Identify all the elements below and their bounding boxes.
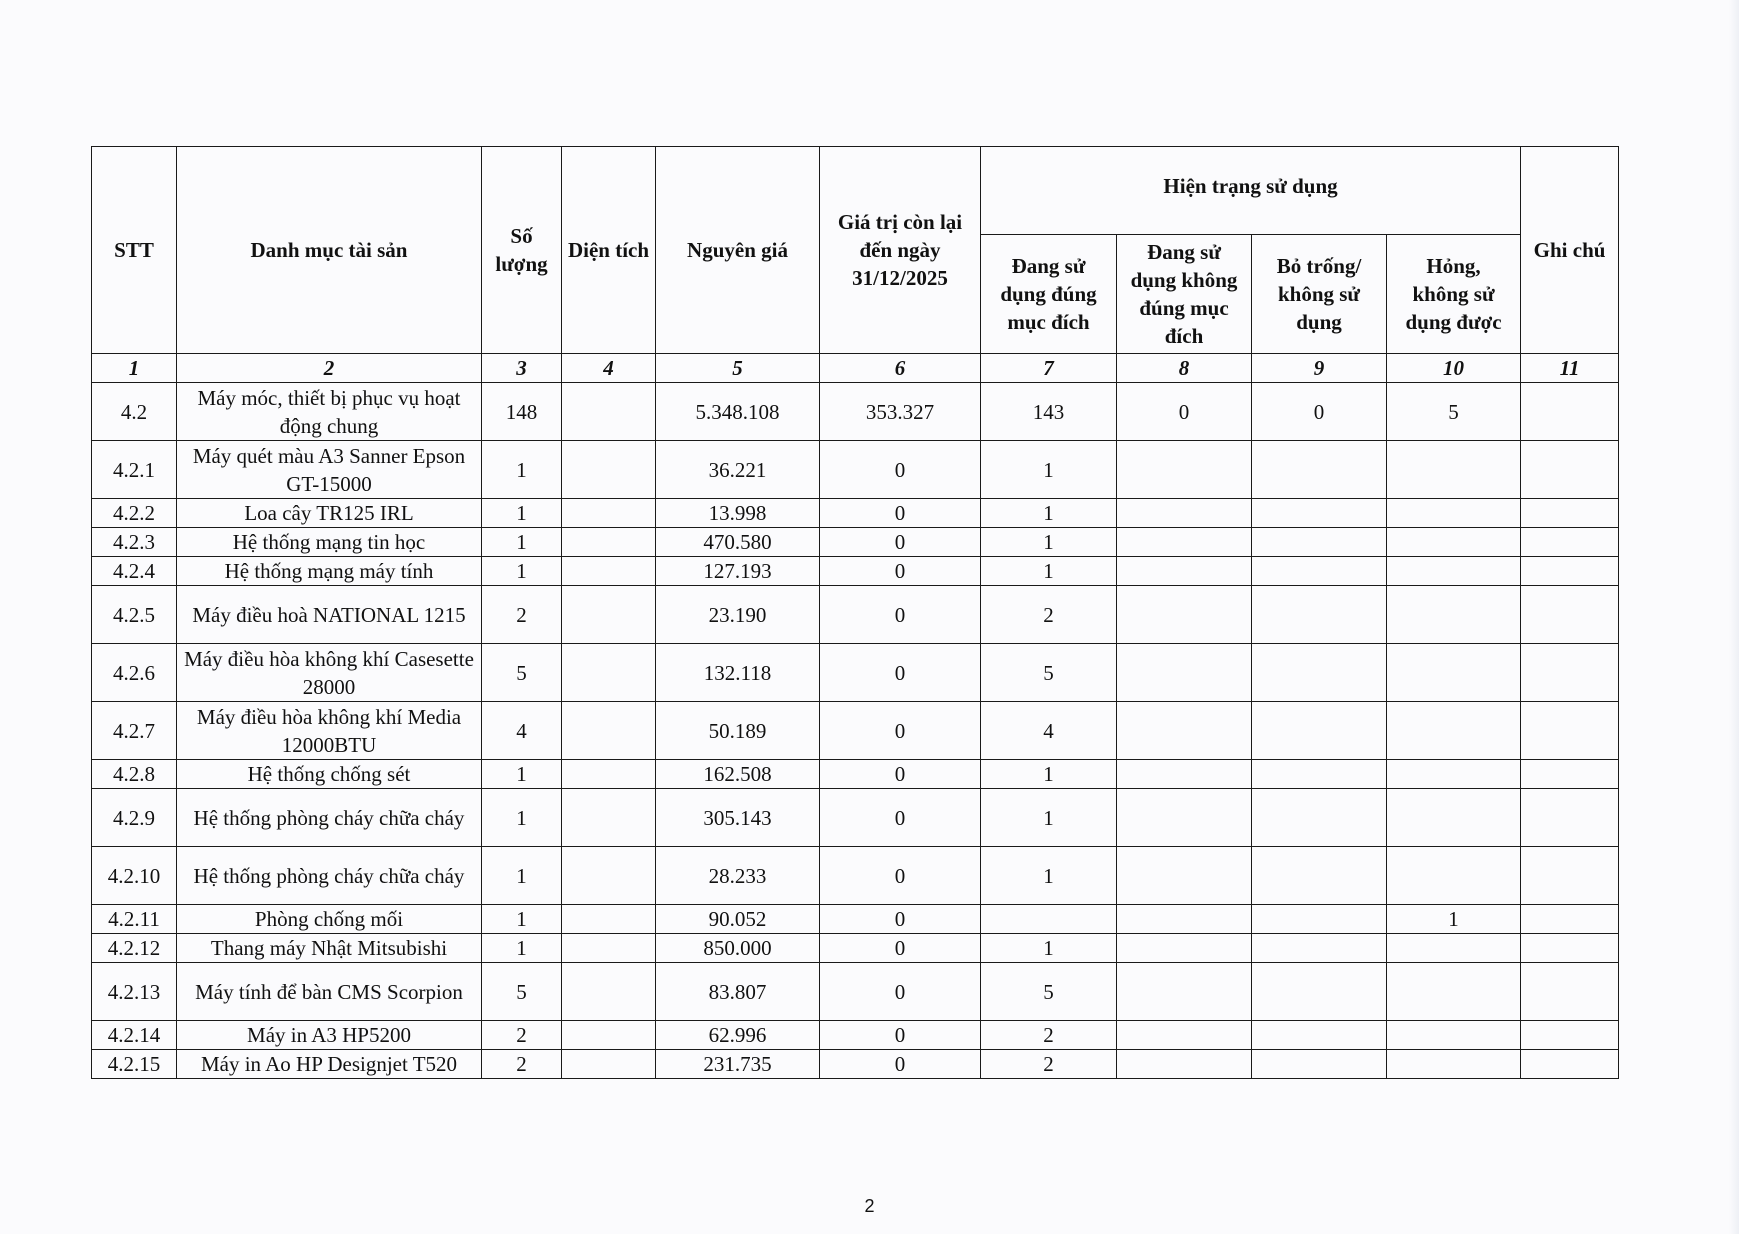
stt-cell: 4.2.9 (92, 789, 177, 847)
vacant-unused-cell (1252, 963, 1387, 1021)
asset-name-cell: Phòng chống mối (177, 905, 482, 934)
used-wrong-purpose-cell (1117, 644, 1252, 702)
used-correct-purpose-cell (981, 905, 1117, 934)
stt-cell: 4.2.8 (92, 760, 177, 789)
used-wrong-purpose-cell (1117, 847, 1252, 905)
table-row (92, 702, 1619, 760)
quantity-cell: 1 (482, 441, 562, 499)
used-wrong-purpose-cell (1117, 1021, 1252, 1050)
notes-cell (1521, 1021, 1619, 1050)
vacant-unused-cell (1252, 586, 1387, 644)
column-number: 8 (1117, 354, 1252, 383)
original-cost-cell: 36.221 (656, 441, 820, 499)
remaining-value-cell: 0 (820, 441, 981, 499)
used-wrong-purpose-cell: 0 (1117, 383, 1252, 441)
table-row (92, 499, 1619, 528)
used-wrong-purpose-cell (1117, 702, 1252, 760)
original-cost-cell: 62.996 (656, 1021, 820, 1050)
stt-cell: 4.2.3 (92, 528, 177, 557)
remaining-value-cell: 0 (820, 847, 981, 905)
vacant-unused-cell (1252, 760, 1387, 789)
notes-cell (1521, 847, 1619, 905)
broken-cell (1387, 847, 1521, 905)
column-number-row (92, 354, 1619, 383)
area-cell (562, 847, 656, 905)
table-row (92, 528, 1619, 557)
quantity-cell: 1 (482, 499, 562, 528)
column-number: 7 (981, 354, 1117, 383)
broken-cell: 1 (1387, 905, 1521, 934)
used-correct-purpose-cell: 2 (981, 1050, 1117, 1079)
original-cost-cell: 28.233 (656, 847, 820, 905)
area-cell (562, 528, 656, 557)
asset-name-cell: Thang máy Nhật Mitsubishi (177, 934, 482, 963)
table-row (92, 760, 1619, 789)
used-wrong-purpose-cell (1117, 760, 1252, 789)
quantity-cell: 1 (482, 847, 562, 905)
quantity-cell: 2 (482, 586, 562, 644)
stt-cell: 4.2.10 (92, 847, 177, 905)
header-quantity: Số lượng (482, 147, 562, 354)
asset-name-cell: Máy quét màu A3 Sanner Epson GT-15000 (177, 441, 482, 499)
remaining-value-cell: 0 (820, 1021, 981, 1050)
quantity-cell: 5 (482, 644, 562, 702)
header-remaining-value: Giá trị còn lại đến ngày 31/12/2025 (820, 147, 981, 354)
asset-name-cell: Máy điều hòa không khí Media 12000BTU (177, 702, 482, 760)
notes-cell (1521, 905, 1619, 934)
asset-name-cell: Máy in Ao HP Designjet T520 (177, 1050, 482, 1079)
used-correct-purpose-cell: 143 (981, 383, 1117, 441)
used-wrong-purpose-cell (1117, 905, 1252, 934)
original-cost-cell: 305.143 (656, 789, 820, 847)
broken-cell (1387, 963, 1521, 1021)
page-edge-shadow (1729, 0, 1739, 1234)
table-row (92, 934, 1619, 963)
broken-cell (1387, 644, 1521, 702)
vacant-unused-cell (1252, 441, 1387, 499)
asset-name-cell: Máy móc, thiết bị phục vụ hoạt động chung (177, 383, 482, 441)
remaining-value-cell: 0 (820, 528, 981, 557)
asset-name-cell: Loa cây TR125 IRL (177, 499, 482, 528)
area-cell (562, 499, 656, 528)
stt-cell: 4.2.4 (92, 557, 177, 586)
column-number: 5 (656, 354, 820, 383)
stt-cell: 4.2.13 (92, 963, 177, 1021)
page-number: 2 (864, 1196, 875, 1216)
vacant-unused-cell (1252, 934, 1387, 963)
broken-cell (1387, 760, 1521, 789)
asset-name-cell: Máy in A3 HP5200 (177, 1021, 482, 1050)
notes-cell (1521, 702, 1619, 760)
quantity-cell: 4 (482, 702, 562, 760)
table-row (92, 557, 1619, 586)
notes-cell (1521, 1050, 1619, 1079)
broken-cell (1387, 702, 1521, 760)
vacant-unused-cell (1252, 789, 1387, 847)
used-correct-purpose-cell: 4 (981, 702, 1117, 760)
quantity-cell: 2 (482, 1021, 562, 1050)
original-cost-cell: 162.508 (656, 760, 820, 789)
column-number: 6 (820, 354, 981, 383)
stt-cell: 4.2.2 (92, 499, 177, 528)
quantity-cell: 1 (482, 905, 562, 934)
asset-name-cell: Máy điều hòa không khí Casesette 28000 (177, 644, 482, 702)
original-cost-cell: 13.998 (656, 499, 820, 528)
notes-cell (1521, 789, 1619, 847)
used-correct-purpose-cell: 2 (981, 1021, 1117, 1050)
original-cost-cell: 23.190 (656, 586, 820, 644)
header-area: Diện tích (562, 147, 656, 354)
asset-name-cell: Hệ thống mạng tin học (177, 528, 482, 557)
original-cost-cell: 470.580 (656, 528, 820, 557)
notes-cell (1521, 441, 1619, 499)
used-wrong-purpose-cell (1117, 1050, 1252, 1079)
remaining-value-cell: 0 (820, 963, 981, 1021)
asset-name-cell: Hệ thống mạng máy tính (177, 557, 482, 586)
quantity-cell: 5 (482, 963, 562, 1021)
broken-cell (1387, 499, 1521, 528)
notes-cell (1521, 644, 1619, 702)
stt-cell: 4.2.15 (92, 1050, 177, 1079)
used-correct-purpose-cell: 1 (981, 760, 1117, 789)
broken-cell (1387, 441, 1521, 499)
used-correct-purpose-cell: 1 (981, 789, 1117, 847)
table-row (92, 963, 1619, 1021)
header-stt: STT (92, 147, 177, 354)
vacant-unused-cell (1252, 1050, 1387, 1079)
area-cell (562, 963, 656, 1021)
used-wrong-purpose-cell (1117, 586, 1252, 644)
used-correct-purpose-cell: 1 (981, 441, 1117, 499)
used-correct-purpose-cell: 1 (981, 934, 1117, 963)
used-correct-purpose-cell: 5 (981, 644, 1117, 702)
stt-cell: 4.2.7 (92, 702, 177, 760)
used-wrong-purpose-cell (1117, 557, 1252, 586)
used-correct-purpose-cell: 1 (981, 499, 1117, 528)
notes-cell (1521, 557, 1619, 586)
used-correct-purpose-cell: 1 (981, 557, 1117, 586)
asset-name-cell: Hệ thống phòng cháy chữa cháy (177, 847, 482, 905)
quantity-cell: 148 (482, 383, 562, 441)
area-cell (562, 760, 656, 789)
vacant-unused-cell (1252, 905, 1387, 934)
table-body (92, 383, 1619, 1079)
vacant-unused-cell (1252, 557, 1387, 586)
original-cost-cell: 50.189 (656, 702, 820, 760)
vacant-unused-cell: 0 (1252, 383, 1387, 441)
notes-cell (1521, 383, 1619, 441)
used-correct-purpose-cell: 5 (981, 963, 1117, 1021)
header-original-cost: Nguyên giá (656, 147, 820, 354)
remaining-value-cell: 0 (820, 586, 981, 644)
column-number: 3 (482, 354, 562, 383)
stt-cell: 4.2.6 (92, 644, 177, 702)
quantity-cell: 1 (482, 934, 562, 963)
original-cost-cell: 231.735 (656, 1050, 820, 1079)
remaining-value-cell: 0 (820, 760, 981, 789)
quantity-cell: 1 (482, 557, 562, 586)
remaining-value-cell: 0 (820, 557, 981, 586)
table-row (92, 847, 1619, 905)
header-broken: Hỏng, không sử dụng được (1387, 235, 1521, 354)
vacant-unused-cell (1252, 1021, 1387, 1050)
stt-cell: 4.2.14 (92, 1021, 177, 1050)
header-usage-status: Hiện trạng sử dụng (981, 147, 1521, 235)
area-cell (562, 1021, 656, 1050)
area-cell (562, 1050, 656, 1079)
area-cell (562, 702, 656, 760)
used-correct-purpose-cell: 2 (981, 586, 1117, 644)
table-row (92, 789, 1619, 847)
column-number: 2 (177, 354, 482, 383)
asset-name-cell: Máy điều hoà NATIONAL 1215 (177, 586, 482, 644)
original-cost-cell: 132.118 (656, 644, 820, 702)
broken-cell: 5 (1387, 383, 1521, 441)
remaining-value-cell: 0 (820, 1050, 981, 1079)
notes-cell (1521, 499, 1619, 528)
area-cell (562, 586, 656, 644)
remaining-value-cell: 0 (820, 934, 981, 963)
stt-cell: 4.2 (92, 383, 177, 441)
quantity-cell: 2 (482, 1050, 562, 1079)
notes-cell (1521, 528, 1619, 557)
remaining-value-cell: 0 (820, 499, 981, 528)
area-cell (562, 644, 656, 702)
broken-cell (1387, 934, 1521, 963)
stt-cell: 4.2.1 (92, 441, 177, 499)
area-cell (562, 441, 656, 499)
asset-name-cell: Hệ thống phòng cháy chữa cháy (177, 789, 482, 847)
area-cell (562, 557, 656, 586)
table-row (92, 1021, 1619, 1050)
notes-cell (1521, 963, 1619, 1021)
used-wrong-purpose-cell (1117, 934, 1252, 963)
area-cell (562, 905, 656, 934)
vacant-unused-cell (1252, 644, 1387, 702)
area-cell (562, 789, 656, 847)
original-cost-cell: 850.000 (656, 934, 820, 963)
notes-cell (1521, 586, 1619, 644)
used-wrong-purpose-cell (1117, 499, 1252, 528)
notes-cell (1521, 934, 1619, 963)
column-number: 10 (1387, 354, 1521, 383)
vacant-unused-cell (1252, 847, 1387, 905)
table-row (92, 905, 1619, 934)
broken-cell (1387, 1050, 1521, 1079)
table-row (92, 1050, 1619, 1079)
stt-cell: 4.2.12 (92, 934, 177, 963)
notes-cell (1521, 760, 1619, 789)
vacant-unused-cell (1252, 702, 1387, 760)
original-cost-cell: 5.348.108 (656, 383, 820, 441)
header-vacant-unused: Bỏ trống/ không sử dụng (1252, 235, 1387, 354)
asset-table (91, 146, 1619, 1079)
column-number: 1 (92, 354, 177, 383)
stt-cell: 4.2.5 (92, 586, 177, 644)
broken-cell (1387, 586, 1521, 644)
used-correct-purpose-cell: 1 (981, 847, 1117, 905)
original-cost-cell: 83.807 (656, 963, 820, 1021)
header-used-correct-purpose: Đang sử dụng đúng mục đích (981, 235, 1117, 354)
header-asset-category: Danh mục tài sản (177, 147, 482, 354)
remaining-value-cell: 353.327 (820, 383, 981, 441)
quantity-cell: 1 (482, 528, 562, 557)
header-used-wrong-purpose: Đang sử dụng không đúng mục đích (1117, 235, 1252, 354)
original-cost-cell: 90.052 (656, 905, 820, 934)
broken-cell (1387, 528, 1521, 557)
remaining-value-cell: 0 (820, 702, 981, 760)
table-row (92, 441, 1619, 499)
quantity-cell: 1 (482, 789, 562, 847)
table-row (92, 644, 1619, 702)
header-row-top (92, 147, 1619, 235)
header-notes: Ghi chú (1521, 147, 1619, 354)
used-wrong-purpose-cell (1117, 441, 1252, 499)
remaining-value-cell: 0 (820, 905, 981, 934)
broken-cell (1387, 789, 1521, 847)
column-number: 9 (1252, 354, 1387, 383)
asset-name-cell: Hệ thống chống sét (177, 760, 482, 789)
used-wrong-purpose-cell (1117, 528, 1252, 557)
broken-cell (1387, 557, 1521, 586)
column-number: 11 (1521, 354, 1619, 383)
used-wrong-purpose-cell (1117, 789, 1252, 847)
table-row (92, 383, 1619, 441)
column-number: 4 (562, 354, 656, 383)
broken-cell (1387, 1021, 1521, 1050)
quantity-cell: 1 (482, 760, 562, 789)
remaining-value-cell: 0 (820, 644, 981, 702)
table-row (92, 586, 1619, 644)
vacant-unused-cell (1252, 528, 1387, 557)
area-cell (562, 383, 656, 441)
used-correct-purpose-cell: 1 (981, 528, 1117, 557)
used-wrong-purpose-cell (1117, 963, 1252, 1021)
remaining-value-cell: 0 (820, 789, 981, 847)
vacant-unused-cell (1252, 499, 1387, 528)
area-cell (562, 934, 656, 963)
original-cost-cell: 127.193 (656, 557, 820, 586)
stt-cell: 4.2.11 (92, 905, 177, 934)
asset-name-cell: Máy tính để bàn CMS Scorpion (177, 963, 482, 1021)
